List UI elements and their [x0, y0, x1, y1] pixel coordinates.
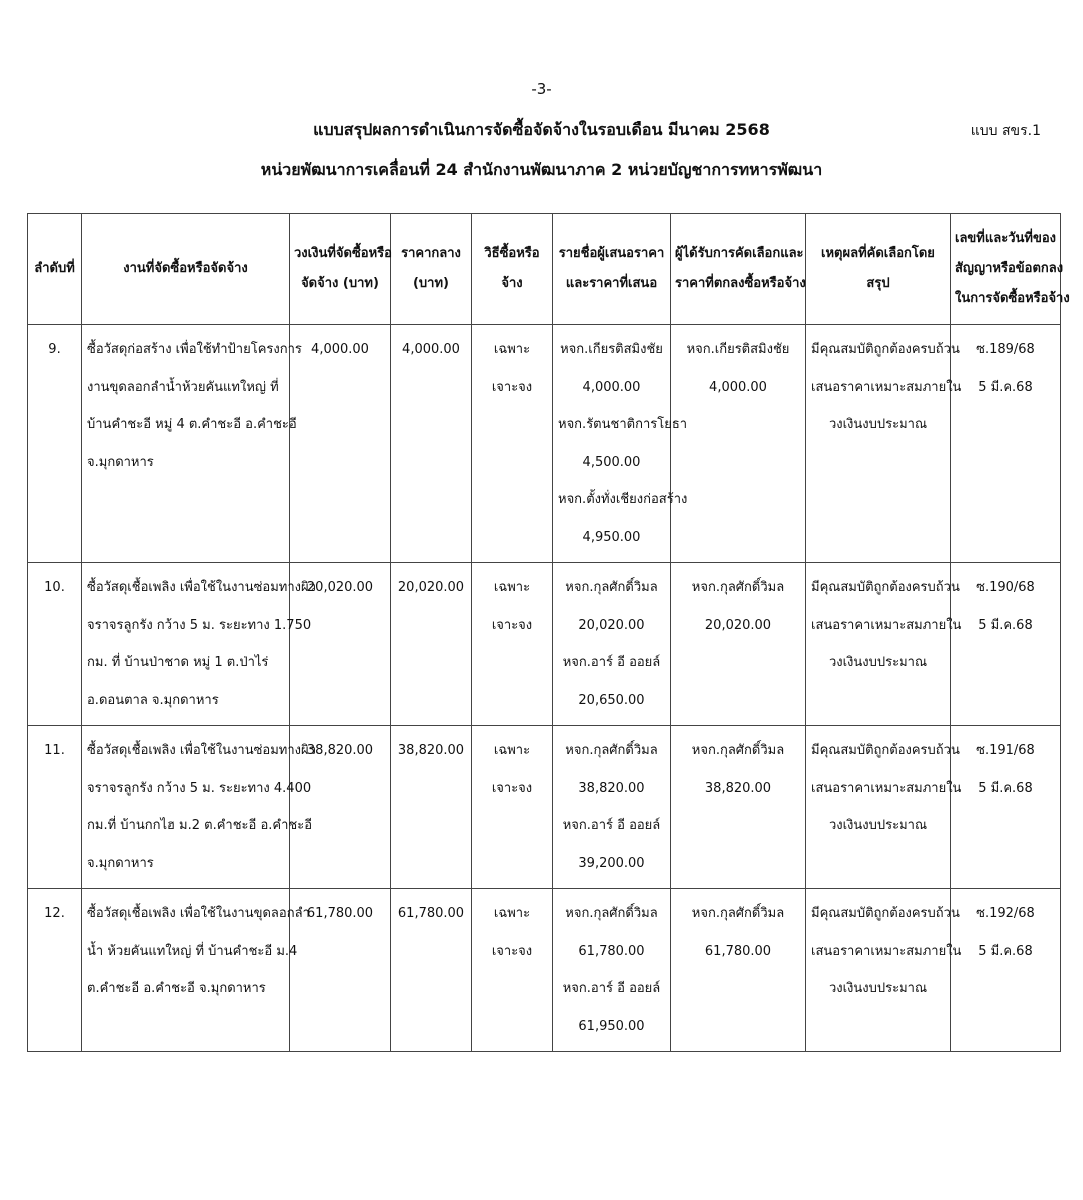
cell-task-line: ซื้อวัสดุเชื้อเพลิง เพื่อใช้ในงานขุดลอกลำ [87, 906, 310, 921]
cell-selected-line: หจก.กุลศักดิ์วิมล [691, 580, 785, 595]
col-header-contract: เลขที่และวันที่ของ สัญญาหรือข้อตกลง ในการจัดซื้อหรือจ้าง [951, 214, 1061, 325]
cell-bidders-line: หจก.กุลศักดิ์วิมล [565, 906, 658, 921]
table-row [28, 563, 1061, 726]
cell-reason-line: เสนอราคาเหมาะสมภายใน [811, 943, 962, 959]
cell-median-price [391, 563, 472, 726]
cell-method [472, 889, 553, 1052]
col-header-method: วิธีซื้อหรือจ้าง [472, 214, 553, 325]
cell-median-price-text: 20,020.00 [397, 580, 465, 595]
cell-selected-line: 20,020.00 [704, 617, 772, 633]
cell-task-line: ซื้อวัสดุเชื้อเพลิง เพื่อใช้ในงานซ่อมทางผิว [87, 580, 316, 595]
cell-budget-text: 4,000.00 [311, 342, 369, 357]
cell-selected-line: หจก.กุลศักดิ์วิมล [691, 743, 785, 758]
cell-contract-line: 5 มี.ค.68 [978, 780, 1033, 796]
cell-method-text: เฉพาะเจาะจง [491, 580, 533, 633]
cell-bidders-line: 4,500.00 [582, 454, 641, 470]
cell-selected-line: หจก.กุลศักดิ์วิมล [691, 906, 785, 921]
cell-bidders-line: หจก.อาร์ อี ออยล์ [562, 981, 661, 996]
cell-task-line: บ้านคำชะอี หมู่ 4 ต.คำชะอี อ.คำชะอี [87, 417, 297, 432]
cell-selected-line: 38,820.00 [704, 780, 772, 796]
cell-selected-line: 4,000.00 [709, 379, 767, 395]
col-header-selected: ผู้ได้รับการคัดเลือกและ ราคาที่ตกลงซื้อหรือจ้าง [671, 214, 806, 325]
cell-budget-text: 61,780.00 [306, 906, 374, 921]
cell-task-line: ซื้อวัสดุเชื้อเพลิง เพื่อใช้ในงานซ่อมทางผิว [87, 743, 316, 758]
cell-task-line: กม.ที่ บ้านกกไฮ ม.2 ต.คำชะอี อ.คำชะอี [87, 818, 313, 833]
cell-contract-line: ซ.192/68 [976, 906, 1035, 921]
cell-method [472, 325, 553, 563]
cell-contract [951, 889, 1061, 1052]
table-row [28, 726, 1061, 889]
cell-task-line: จ.มุกดาหาร [87, 454, 154, 470]
table-row [28, 325, 1061, 563]
cell-task-line: อ.ดอนตาล จ.มุกดาหาร [87, 692, 219, 708]
cell-budget-text: 20,020.00 [306, 580, 374, 595]
cell-contract-line: ซ.191/68 [976, 743, 1035, 758]
cell-reason-line: วงเงินงบประมาณ [828, 417, 928, 432]
cell-reason-line: มีคุณสมบัติถูกต้องครบถ้วน [811, 743, 960, 758]
cell-reason [806, 726, 962, 889]
cell-task-line: จ.มุกดาหาร [87, 855, 154, 871]
cell-bidders-line: หจก.เกียรติสมิงชัย [560, 342, 663, 357]
cell-no [28, 726, 82, 889]
cell-contract [951, 563, 1061, 726]
col-header-median-price: ราคากลาง (บาท) [391, 214, 472, 325]
cell-task-line: กม. ที่ บ้านป่าชาด หมู่ 1 ต.ป่าไร่ [87, 655, 269, 670]
cell-bidders-line: 38,820.00 [578, 780, 645, 796]
cell-no-text: 10. [44, 580, 65, 595]
cell-reason-line: เสนอราคาเหมาะสมภายใน [811, 617, 962, 633]
page-number: -3- [531, 80, 552, 98]
cell-method-text: เฉพาะเจาะจง [491, 342, 533, 395]
cell-bidders-line: หจก.อาร์ อี ออยล์ [562, 818, 661, 833]
cell-reason-line: เสนอราคาเหมาะสมภายใน [811, 780, 962, 796]
cell-task [82, 726, 316, 889]
cell-bidders-line: 20,020.00 [578, 617, 645, 633]
cell-task-line: จราจรลูกรัง กว้าง 5 ม. ระยะทาง 1.750 [87, 617, 312, 633]
form-code: แบบ สขร.1 [970, 123, 1041, 139]
cell-reason-line: มีคุณสมบัติถูกต้องครบถ้วน [811, 580, 960, 595]
cell-bidders-line: 39,200.00 [578, 855, 645, 871]
cell-no [28, 563, 82, 726]
cell-reason-line: เสนอราคาเหมาะสมภายใน [811, 379, 962, 395]
cell-reason-line: วงเงินงบประมาณ [828, 655, 928, 670]
cell-task [82, 889, 310, 1052]
cell-bidders-line: 61,780.00 [578, 943, 645, 959]
cell-median-price [391, 325, 472, 563]
cell-task-line: ซื้อวัสดุก่อสร้าง เพื่อใช้ทำป้ายโครงการ [87, 342, 302, 357]
cell-selected [671, 726, 806, 889]
cell-task-line: จราจรลูกรัง กว้าง 5 ม. ระยะทาง 4.400 [87, 780, 312, 796]
cell-reason-line: มีคุณสมบัติถูกต้องครบถ้วน [811, 342, 960, 357]
cell-selected [671, 325, 806, 563]
cell-budget [290, 325, 391, 563]
cell-bidders-line: หจก.ตั้งทั่งเชียงก่อสร้าง [558, 492, 688, 507]
cell-no [28, 325, 82, 563]
cell-bidders-line: 4,000.00 [582, 379, 641, 395]
cell-contract-line: ซ.190/68 [976, 580, 1035, 595]
col-header-bidders: รายชื่อผู้เสนอราคา และราคาที่เสนอ [553, 214, 671, 325]
cell-reason-line: วงเงินงบประมาณ [828, 818, 928, 833]
cell-bidders [553, 563, 671, 726]
cell-budget-text: 38,820.00 [306, 743, 374, 758]
cell-selected-line: 61,780.00 [704, 943, 772, 959]
cell-reason [806, 325, 962, 563]
cell-reason-line: มีคุณสมบัติถูกต้องครบถ้วน [811, 906, 960, 921]
cell-method [472, 563, 553, 726]
cell-contract [951, 325, 1061, 563]
document-title: แบบสรุปผลการดำเนินการจัดซื้อจัดจ้างในรอบเดือน มีนาคม 2568 [313, 120, 770, 139]
procurement-table [27, 213, 1070, 1052]
cell-task-line: น้ำ ห้วยคันแทใหญ่ ที่ บ้านคำชะอี ม.4 [87, 943, 298, 959]
table-row [28, 889, 1061, 1052]
cell-contract-line: 5 มี.ค.68 [978, 617, 1033, 633]
cell-bidders-line: 61,950.00 [578, 1018, 645, 1034]
cell-median-price [391, 889, 472, 1052]
cell-bidders [553, 726, 671, 889]
document-subtitle: หน่วยพัฒนาการเคลื่อนที่ 24 สำนักงานพัฒนาภาค 2 หน่วยบัญชาการทหารพัฒนา [260, 160, 823, 179]
col-header-no: ลำดับที่ [28, 214, 82, 325]
cell-median-price-text: 61,780.00 [397, 906, 465, 921]
cell-contract-line: 5 มี.ค.68 [978, 379, 1033, 395]
cell-task [82, 325, 302, 563]
col-header-task: งานที่จัดซื้อหรือจัดจ้าง [82, 214, 290, 325]
cell-method-text: เฉพาะเจาะจง [491, 906, 533, 959]
cell-task [82, 563, 316, 726]
cell-task-line: ต.คำชะอี อ.คำชะอี จ.มุกดาหาร [87, 981, 266, 996]
cell-no-text: 9. [48, 342, 61, 357]
cell-contract-line: 5 มี.ค.68 [978, 943, 1033, 959]
cell-bidders [553, 325, 688, 563]
cell-bidders-line: 20,650.00 [578, 692, 645, 708]
cell-no [28, 889, 82, 1052]
cell-contract-line: ซ.189/68 [976, 342, 1035, 357]
cell-selected [671, 889, 806, 1052]
cell-bidders-line: หจก.กุลศักดิ์วิมล [565, 743, 658, 758]
cell-median-price-text: 4,000.00 [402, 342, 460, 357]
cell-reason [806, 889, 962, 1052]
cell-method [472, 726, 553, 889]
cell-no-text: 11. [44, 743, 65, 758]
cell-selected-line: หจก.เกียรติสมิงชัย [686, 342, 790, 357]
cell-contract [951, 726, 1061, 889]
table-header-row [28, 214, 1061, 325]
cell-bidders-line: หจก.อาร์ อี ออยล์ [562, 655, 661, 670]
cell-median-price [391, 726, 472, 889]
cell-task-line: งานขุดลอกลำน้ำห้วยคันแทใหญ่ ที่ [87, 379, 279, 395]
cell-bidders-line: หจก.กุลศักดิ์วิมล [565, 580, 658, 595]
cell-method-text: เฉพาะเจาะจง [491, 743, 533, 796]
cell-median-price-text: 38,820.00 [397, 743, 465, 758]
cell-reason-line: วงเงินงบประมาณ [828, 981, 928, 996]
cell-bidders-line: 4,950.00 [582, 529, 641, 545]
cell-no-text: 12. [44, 906, 65, 921]
col-header-reason: เหตุผลที่คัดเลือกโดยสรุป [806, 214, 951, 325]
cell-bidders [553, 889, 671, 1052]
col-header-budget: วงเงินที่จัดซื้อหรือ จัดจ้าง (บาท) [290, 214, 391, 325]
cell-reason [806, 563, 962, 726]
cell-selected [671, 563, 806, 726]
cell-bidders-line: หจก.รัตนชาติการโยธา [558, 417, 688, 432]
